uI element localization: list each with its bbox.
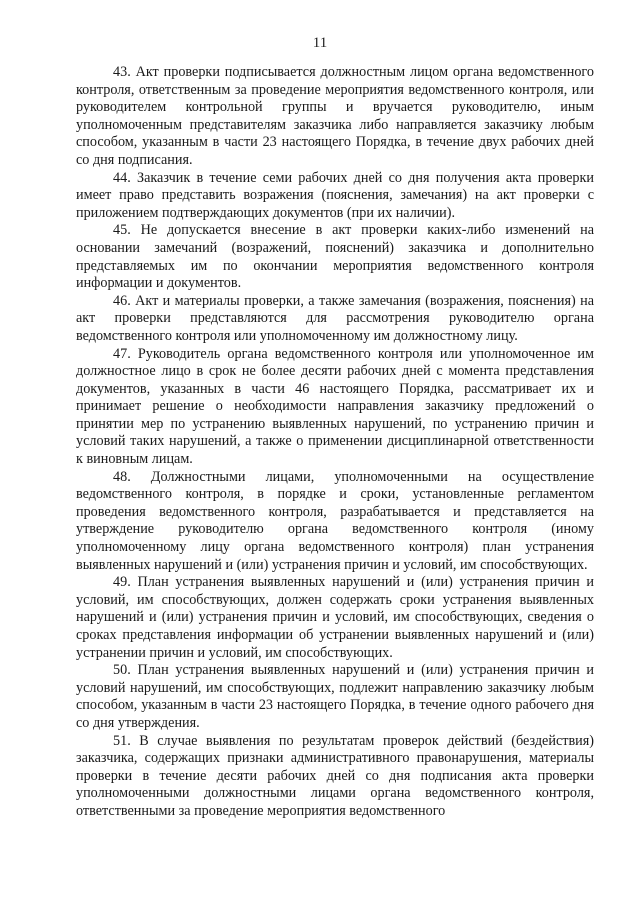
paragraph-51: 51. В случае выявления по результатам проверок действий (бездействия) заказчика, содержащих признаки административного правонарушения, материалы проверки в течение десяти рабочих дней со дня подписания акта проверки уполномоченными должностными лицами органа ведомственного контроля, ответственными за проведение мероприятия ведомственного: [76, 732, 594, 819]
paragraph-50: 50. План устранения выявленных нарушений и (или) устранения причин и условий нарушений, им способствующих, подлежит направлению заказчику любым способом, указанным в части 23 настоящего Порядка, в течение одного рабочего дня со дня утверждения.: [76, 662, 594, 731]
paragraph-48: 48. Должностными лицами, уполномоченными на осуществление ведомственного контроля, в порядке и сроки, установленные регламентом проведения ведомственного контроля, разрабатывается и представляется на утверждение руководителю органа ведомственного контроля (иному уполномоченному лицу органа ведомственного контроля) план устранения выявленных нарушений и (или) устранения причин и условий, им способствующих.: [76, 468, 594, 573]
paragraph-47: 47. Руководитель органа ведомственного контроля или уполномоченное им должностное лицо в срок не более десяти рабочих дней с момента представления документов, указанных в части 46 настоящего Порядка, рассматривает их и принимает решение о необходимости направления заказчику предложений о принятии мер по устранению выявленных нарушений, по устранению причин и условий таких нарушений, а также о применении дисциплинарной ответственности к виновным лицам.: [76, 345, 594, 468]
document-body: [76, 64, 594, 821]
paragraph-46: 46. Акт и материалы проверки, а также замечания (возражения, пояснения) на акт проверки представляются для рассмотрения руководителю органа ведомственного контроля или уполномоченному им должностному лицу.: [76, 292, 594, 344]
paragraph-45: 45. Не допускается внесение в акт проверки каких-либо изменений на основании замечаний (возражений, пояснений) заказчика и дополнительно представляемых им по окончании мероприятия ведомственного контроля информации и документов.: [76, 222, 594, 292]
paragraph-44: 44. Заказчик в течение семи рабочих дней со дня получения акта проверки имеет право представить возражения (пояснения, замечания) на акт проверки с приложением подтверждающих документов (при их наличии).: [76, 169, 594, 221]
page-number: 11: [312, 35, 328, 51]
paragraph-43: 43. Акт проверки подписывается должностным лицом органа ведомственного контроля, ответственным за проведение мероприятия ведомственного контроля, или руководителем контрольной группы и вручается руководителю, иным уполномоченным представителям заказчика либо направляется заказчику любым способом, указанным в части 23 настоящего Порядка, в течение двух рабочих дней со дня подписания.: [76, 64, 594, 168]
paragraph-49: 49. План устранения выявленных нарушений и (или) устранения причин и условий, им способствующих, должен содержать сроки устранения выявленных нарушений и (или) устранения причин и условий, им способствующих, сведения о сроках представления информации об устранении выявленных нарушений и (или) устранении причин и условий, им способствующих.: [76, 574, 594, 661]
